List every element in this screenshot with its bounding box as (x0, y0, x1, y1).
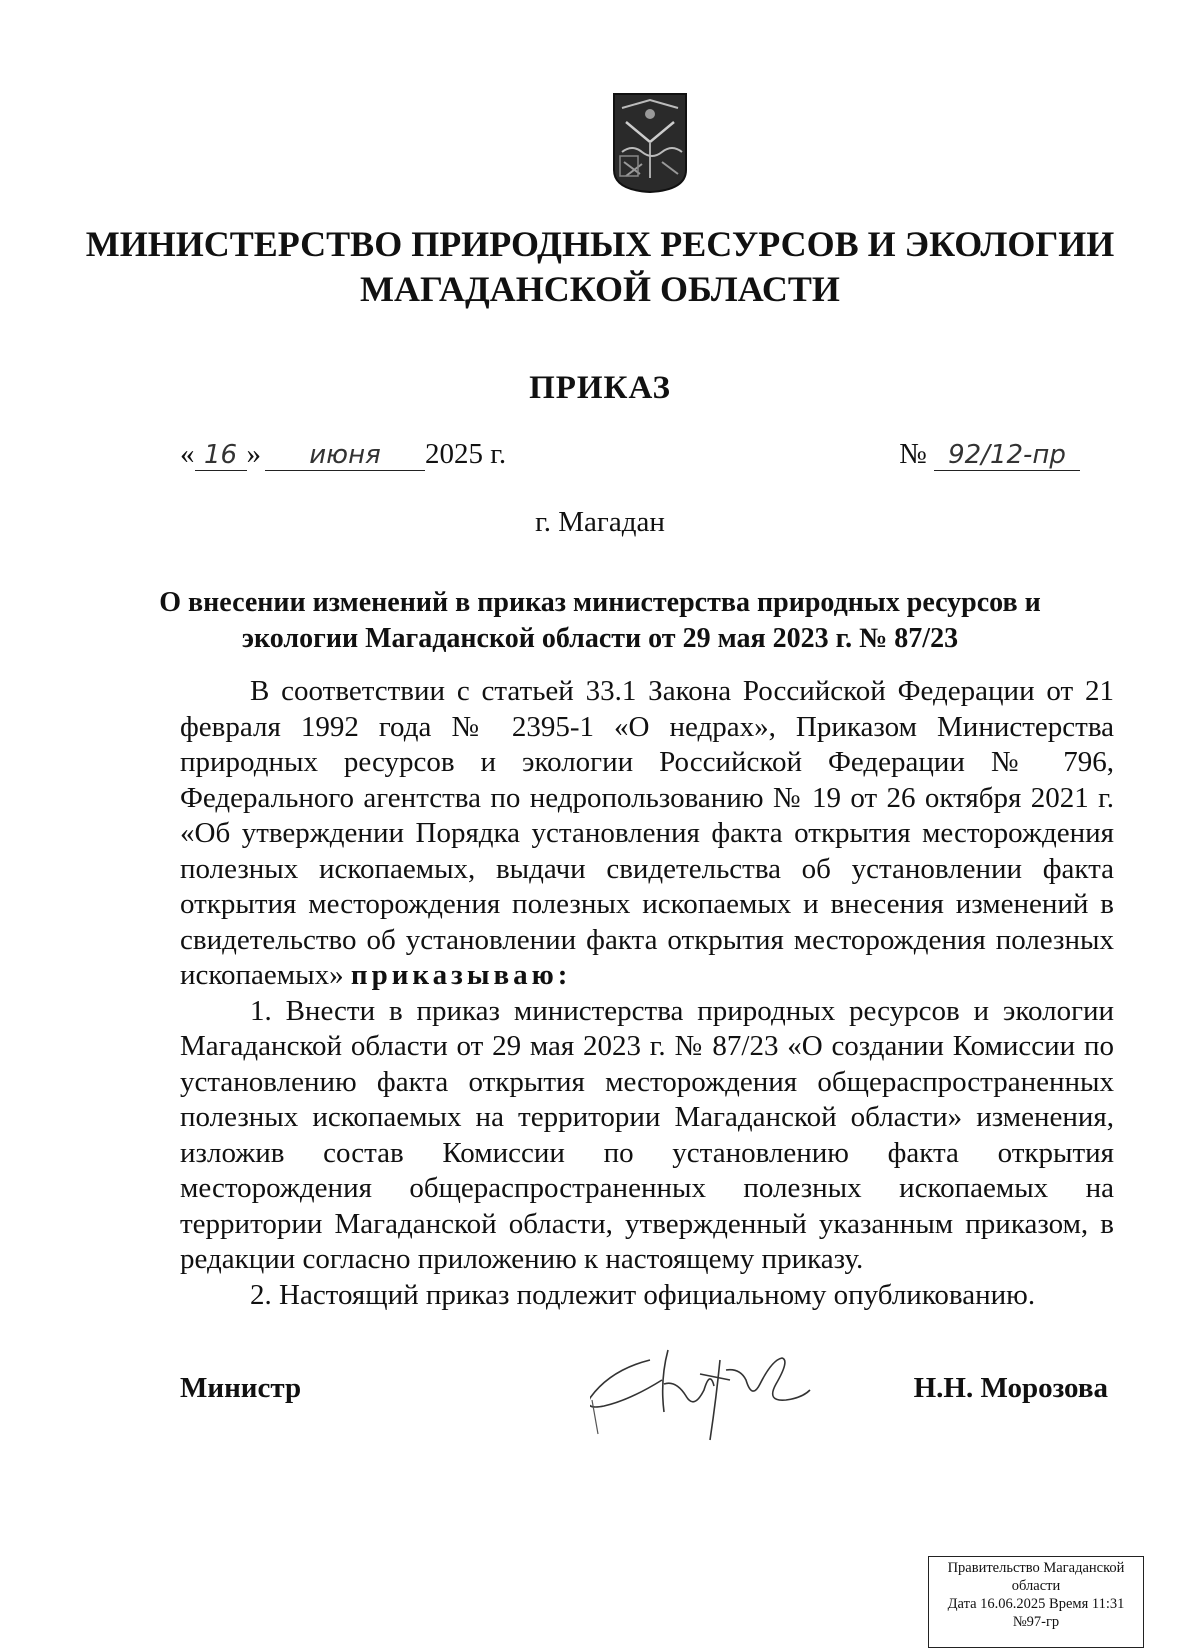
stamp-line-2: области (1011, 1578, 1061, 1594)
date-day: 16 (195, 440, 247, 471)
coat-of-arms-emblem (612, 92, 688, 194)
date-year: 2025 г. (425, 438, 507, 470)
date-close-quote: » (246, 438, 261, 470)
city-line: г. Магадан (535, 506, 665, 538)
ministry-line-2: МАГАДАНСКОЙ ОБЛАСТИ (360, 269, 840, 309)
stamp-line-4: №97-гр (1012, 1614, 1060, 1630)
handwritten-signature (590, 1340, 850, 1450)
order-date (180, 438, 506, 471)
date-month: июня (265, 440, 425, 471)
item-2-paragraph: 2. Настоящий приказ подлежит официальному опубликованию. (250, 1278, 1036, 1311)
stamp-line-3: Дата 16.06.2025 Время 11:31 (947, 1596, 1125, 1612)
ministry-heading (0, 222, 1200, 312)
order-body (180, 674, 1114, 1313)
subject-line-2: экологии Магаданской области от 29 мая 2023 г. № 87/23 (241, 623, 959, 654)
registration-stamp (928, 1556, 1144, 1648)
preamble-paragraph (180, 674, 1114, 994)
stamp-line-1: Правительство Магаданской (947, 1560, 1125, 1576)
subject-line-1: О внесении изменений в приказ министерства природных ресурсов и (159, 587, 1041, 618)
number-prefix: № (899, 438, 927, 470)
date-open-quote: « (180, 438, 195, 470)
number-value: 92/12-пр (934, 440, 1080, 471)
ministry-line-1: МИНИСТЕРСТВО ПРИРОДНЫХ РЕСУРСОВ И ЭКОЛОГИИ (85, 224, 1115, 264)
signatory-role: Министр (180, 1372, 302, 1404)
document-type-title: ПРИКАЗ (529, 370, 671, 406)
order-number (899, 438, 1080, 471)
item-1-paragraph: 1. Внести в приказ министерства природных ресурсов и экологии Магаданской области от 29 мая 2023 г. № 87/23 «О создании Комиссии по установлению факта открытия месторождения общераспространенных полезных ископаемых на территории Магаданской области» изменения, изложив состав Комиссии по установлению факта открытия месторождения общераспространенных полезных ископаемых на территории Магаданской области, утвержденный указанным приказом, в редакции согласно приложению к настоящему приказу. (180, 994, 1114, 1275)
order-subject (150, 585, 1050, 657)
order-word: приказываю: (350, 959, 572, 991)
preamble-text: В соответствии с статьей 33.1 Закона Российской Федерации от 21 февраля 1992 года № 2395-1 «О недрах», Приказом Министерства природных ресурсов и экологии Российской Федерации № 796, Федерального агентства по недропользованию № 19 от 26 октября 2021 г. «Об утверждении Порядка установления факта открытия месторождения полезных ископаемых, выдачи свидетельства об установлении факта открытия месторождения полезных ископаемых и внесения изменений в свидетельство об установлении факта открытия месторождения полезных ископаемых» (180, 675, 1114, 991)
signatory-name: Н.Н. Морозова (913, 1372, 1108, 1404)
